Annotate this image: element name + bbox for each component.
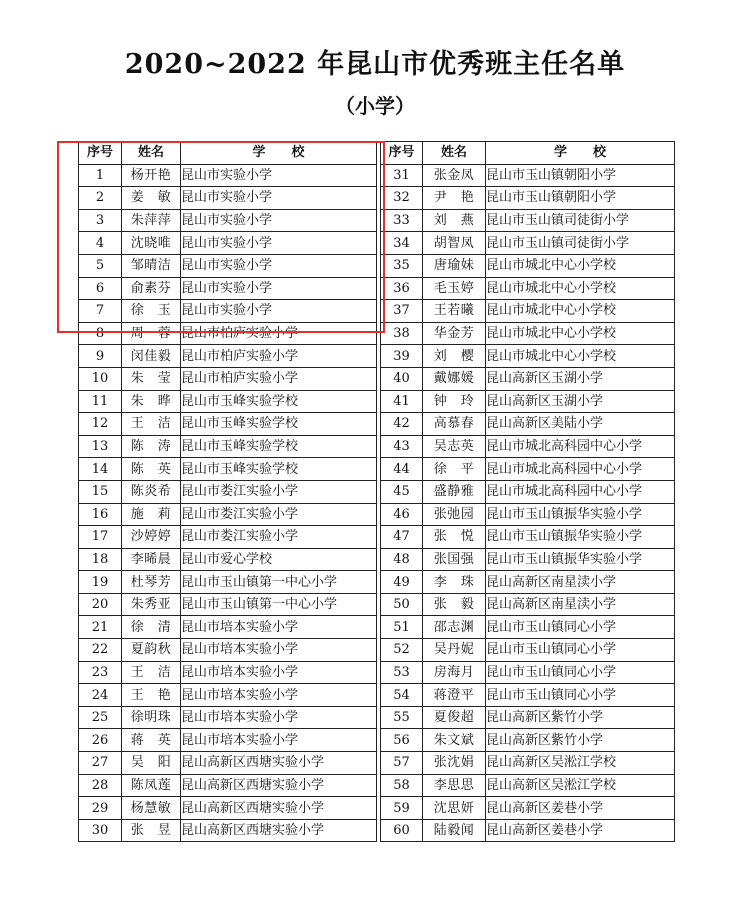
- teacher-name: 杨慧敏: [122, 797, 181, 820]
- row-number: 13: [79, 435, 122, 458]
- teacher-name: 胡智凤: [423, 232, 486, 255]
- teacher-name: 张 悦: [423, 526, 486, 549]
- teacher-name: 朱文斌: [423, 729, 486, 752]
- teacher-name: 房海月: [423, 661, 486, 684]
- teacher-name: 陈炎希: [122, 480, 181, 503]
- row-number: 33: [381, 209, 423, 232]
- table-row: [79, 503, 675, 526]
- school-name: 昆山市娄江实验小学: [181, 503, 377, 526]
- school-name: 昆山市柏庐实验小学: [181, 322, 377, 345]
- header-name: 姓名: [423, 142, 486, 165]
- teacher-name: 刘 燕: [423, 209, 486, 232]
- row-number: 37: [381, 300, 423, 323]
- school-name: 昆山市培本实验小学: [181, 616, 377, 639]
- teacher-name: 施 莉: [122, 503, 181, 526]
- teacher-name: 戴娜媛: [423, 367, 486, 390]
- table-header-row: [79, 142, 675, 165]
- school-name: 昆山市实验小学: [181, 187, 377, 210]
- row-number: 16: [79, 503, 122, 526]
- school-name: 昆山市实验小学: [181, 300, 377, 323]
- page-title: 2020~2022 年昆山市优秀班主任名单: [124, 49, 626, 80]
- teacher-name: 徐 清: [122, 616, 181, 639]
- school-name: 昆山市玉山镇同心小学: [486, 684, 675, 707]
- teacher-name: 吴志英: [423, 435, 486, 458]
- table-row: [79, 209, 675, 232]
- teacher-name: 蒋 英: [122, 729, 181, 752]
- teacher-name: 周 蓉: [122, 322, 181, 345]
- row-number: 29: [79, 797, 122, 820]
- school-name: 昆山市培本实验小学: [181, 684, 377, 707]
- school-name: 昆山市培本实验小学: [181, 639, 377, 662]
- table-row: [79, 322, 675, 345]
- header-school: 学 校: [181, 142, 377, 165]
- table-row: [79, 164, 675, 187]
- school-name: 昆山市城北中心小学校: [486, 254, 675, 277]
- row-number: 27: [79, 752, 122, 775]
- row-number: 58: [381, 774, 423, 797]
- teacher-name: 朱秀亚: [122, 593, 181, 616]
- school-name: 昆山市玉峰实验学校: [181, 390, 377, 413]
- school-name: 昆山高新区吴淞江学校: [486, 752, 675, 775]
- row-number: 30: [79, 819, 122, 842]
- row-number: 11: [79, 390, 122, 413]
- teacher-name: 张 毅: [423, 593, 486, 616]
- school-name: 昆山市柏庐实验小学: [181, 345, 377, 368]
- row-number: 2: [79, 187, 122, 210]
- table-row: [79, 616, 675, 639]
- table-row: [79, 797, 675, 820]
- row-number: 32: [381, 187, 423, 210]
- school-name: 昆山市玉山镇同心小学: [486, 661, 675, 684]
- school-name: 昆山市玉山镇朝阳小学: [486, 187, 675, 210]
- school-name: 昆山高新区玉湖小学: [486, 390, 675, 413]
- table-row: [79, 254, 675, 277]
- row-number: 36: [381, 277, 423, 300]
- teacher-name: 夏俊超: [423, 706, 486, 729]
- row-number: 28: [79, 774, 122, 797]
- teacher-name: 李思思: [423, 774, 486, 797]
- row-number: 46: [381, 503, 423, 526]
- row-number: 17: [79, 526, 122, 549]
- teacher-name: 唐瑜妹: [423, 254, 486, 277]
- teacher-name: 陈凤莲: [122, 774, 181, 797]
- row-number: 38: [381, 322, 423, 345]
- school-name: 昆山市玉山镇司徒街小学: [486, 209, 675, 232]
- school-name: 昆山市玉山镇振华实验小学: [486, 526, 675, 549]
- school-name: 昆山市娄江实验小学: [181, 526, 377, 549]
- row-number: 8: [79, 322, 122, 345]
- school-name: 昆山市城北高科园中心小学: [486, 480, 675, 503]
- row-number: 39: [381, 345, 423, 368]
- teacher-name: 陈 涛: [122, 435, 181, 458]
- table-row: [79, 571, 675, 594]
- school-name: 昆山市爱心学校: [181, 548, 377, 571]
- header-no: 序号: [79, 142, 122, 165]
- row-number: 42: [381, 413, 423, 436]
- school-name: 昆山市城北中心小学校: [486, 345, 675, 368]
- teacher-name: 王 洁: [122, 413, 181, 436]
- teacher-name: 盛静雅: [423, 480, 486, 503]
- table-row: [79, 774, 675, 797]
- school-name: 昆山市城北中心小学校: [486, 322, 675, 345]
- row-number: 9: [79, 345, 122, 368]
- teacher-name: 朱 莹: [122, 367, 181, 390]
- teacher-name: 俞素芬: [122, 277, 181, 300]
- row-number: 55: [381, 706, 423, 729]
- school-name: 昆山市培本实验小学: [181, 729, 377, 752]
- table-row: [79, 706, 675, 729]
- row-number: 45: [381, 480, 423, 503]
- table-row: [79, 819, 675, 842]
- table-row: [79, 435, 675, 458]
- table-row: [79, 187, 675, 210]
- row-number: 56: [381, 729, 423, 752]
- school-name: 昆山市实验小学: [181, 277, 377, 300]
- row-number: 52: [381, 639, 423, 662]
- teacher-name: 张国强: [423, 548, 486, 571]
- teacher-name: 闵佳毅: [122, 345, 181, 368]
- header-no: 序号: [381, 142, 423, 165]
- table-row: [79, 232, 675, 255]
- teacher-name: 朱 晔: [122, 390, 181, 413]
- school-name: 昆山市玉山镇第一中心小学: [181, 571, 377, 594]
- table-row: [79, 526, 675, 549]
- teacher-name: 姜 敏: [122, 187, 181, 210]
- school-name: 昆山市玉山镇振华实验小学: [486, 503, 675, 526]
- teacher-name: 王若曦: [423, 300, 486, 323]
- school-name: 昆山市玉山镇同心小学: [486, 616, 675, 639]
- row-number: 21: [79, 616, 122, 639]
- school-name: 昆山市城北高科园中心小学: [486, 458, 675, 481]
- teacher-name: 高慕春: [423, 413, 486, 436]
- table-row: [79, 345, 675, 368]
- row-number: 18: [79, 548, 122, 571]
- school-name: 昆山市培本实验小学: [181, 706, 377, 729]
- teacher-name: 张沈娟: [423, 752, 486, 775]
- school-name: 昆山高新区紫竹小学: [486, 729, 675, 752]
- teacher-name: 沙婷婷: [122, 526, 181, 549]
- school-name: 昆山市玉山镇同心小学: [486, 639, 675, 662]
- row-number: 14: [79, 458, 122, 481]
- school-name: 昆山市实验小学: [181, 232, 377, 255]
- teacher-name: 徐明珠: [122, 706, 181, 729]
- school-name: 昆山高新区南星渎小学: [486, 571, 675, 594]
- school-name: 昆山高新区紫竹小学: [486, 706, 675, 729]
- teacher-name: 华金芳: [423, 322, 486, 345]
- row-number: 43: [381, 435, 423, 458]
- row-number: 24: [79, 684, 122, 707]
- row-number: 7: [79, 300, 122, 323]
- school-name: 昆山高新区美陆小学: [486, 413, 675, 436]
- row-number: 19: [79, 571, 122, 594]
- table-row: [79, 277, 675, 300]
- row-number: 57: [381, 752, 423, 775]
- row-number: 49: [381, 571, 423, 594]
- teacher-name: 夏韵秋: [122, 639, 181, 662]
- row-number: 20: [79, 593, 122, 616]
- teacher-name: 吴 阳: [122, 752, 181, 775]
- row-number: 40: [381, 367, 423, 390]
- teacher-name: 吴丹妮: [423, 639, 486, 662]
- teacher-roster-table: [78, 141, 675, 842]
- row-number: 25: [79, 706, 122, 729]
- school-name: 昆山高新区玉湖小学: [486, 367, 675, 390]
- row-number: 50: [381, 593, 423, 616]
- table-row: [79, 413, 675, 436]
- school-name: 昆山市玉峰实验学校: [181, 435, 377, 458]
- teacher-name: 邵志渊: [423, 616, 486, 639]
- row-number: 22: [79, 639, 122, 662]
- row-number: 59: [381, 797, 423, 820]
- school-name: 昆山市城北高科园中心小学: [486, 435, 675, 458]
- school-name: 昆山市玉山镇振华实验小学: [486, 548, 675, 571]
- table-row: [79, 300, 675, 323]
- table-row: [79, 684, 675, 707]
- school-name: 昆山市实验小学: [181, 209, 377, 232]
- school-name: 昆山高新区西塘实验小学: [181, 819, 377, 842]
- row-number: 35: [381, 254, 423, 277]
- teacher-name: 朱萍萍: [122, 209, 181, 232]
- school-name: 昆山市娄江实验小学: [181, 480, 377, 503]
- teacher-name: 王 艳: [122, 684, 181, 707]
- school-name: 昆山高新区西塘实验小学: [181, 752, 377, 775]
- row-number: 53: [381, 661, 423, 684]
- school-name: 昆山市玉峰实验学校: [181, 458, 377, 481]
- school-name: 昆山市玉山镇司徒街小学: [486, 232, 675, 255]
- school-name: 昆山高新区南星渎小学: [486, 593, 675, 616]
- table-row: [79, 729, 675, 752]
- school-name: 昆山市城北中心小学校: [486, 277, 675, 300]
- table-row: [79, 367, 675, 390]
- teacher-name: 徐 玉: [122, 300, 181, 323]
- teacher-name: 李 珠: [423, 571, 486, 594]
- table-row: [79, 639, 675, 662]
- row-number: 54: [381, 684, 423, 707]
- school-name: 昆山市培本实验小学: [181, 661, 377, 684]
- table-row: [79, 548, 675, 571]
- teacher-name: 陈 英: [122, 458, 181, 481]
- teacher-name: 邹晴洁: [122, 254, 181, 277]
- row-number: 51: [381, 616, 423, 639]
- table-row: [79, 480, 675, 503]
- row-number: 6: [79, 277, 122, 300]
- row-number: 41: [381, 390, 423, 413]
- teacher-name: 蒋澄平: [423, 684, 486, 707]
- school-name: 昆山市城北中心小学校: [486, 300, 675, 323]
- row-number: 23: [79, 661, 122, 684]
- teacher-name: 张金凤: [423, 164, 486, 187]
- row-number: 3: [79, 209, 122, 232]
- row-number: 60: [381, 819, 423, 842]
- row-number: 44: [381, 458, 423, 481]
- table-row: [79, 661, 675, 684]
- school-name: 昆山市实验小学: [181, 254, 377, 277]
- teacher-name: 徐 平: [423, 458, 486, 481]
- school-name: 昆山市玉峰实验学校: [181, 413, 377, 436]
- teacher-name: 陆毅闻: [423, 819, 486, 842]
- teacher-name: 刘 樱: [423, 345, 486, 368]
- header-name: 姓名: [122, 142, 181, 165]
- page-subtitle: （小学）: [335, 94, 415, 118]
- header-school: 学 校: [486, 142, 675, 165]
- teacher-name: 杜琴芳: [122, 571, 181, 594]
- row-number: 26: [79, 729, 122, 752]
- teacher-name: 沈思妍: [423, 797, 486, 820]
- row-number: 15: [79, 480, 122, 503]
- school-name: 昆山高新区姜巷小学: [486, 797, 675, 820]
- teacher-name: 张弛园: [423, 503, 486, 526]
- table-row: [79, 752, 675, 775]
- roster-body: [79, 164, 675, 842]
- row-number: 48: [381, 548, 423, 571]
- row-number: 47: [381, 526, 423, 549]
- teacher-name: 杨开艳: [122, 164, 181, 187]
- teacher-name: 沈晓唯: [122, 232, 181, 255]
- row-number: 34: [381, 232, 423, 255]
- school-name: 昆山高新区西塘实验小学: [181, 797, 377, 820]
- teacher-name: 钟 玲: [423, 390, 486, 413]
- table-row: [79, 593, 675, 616]
- school-name: 昆山高新区吴淞江学校: [486, 774, 675, 797]
- school-name: 昆山市柏庐实验小学: [181, 367, 377, 390]
- row-number: 5: [79, 254, 122, 277]
- row-number: 10: [79, 367, 122, 390]
- teacher-name: 李晞晨: [122, 548, 181, 571]
- row-number: 4: [79, 232, 122, 255]
- teacher-name: 尹 艳: [423, 187, 486, 210]
- row-number: 31: [381, 164, 423, 187]
- row-number: 1: [79, 164, 122, 187]
- school-name: 昆山市玉山镇第一中心小学: [181, 593, 377, 616]
- row-number: 12: [79, 413, 122, 436]
- table-row: [79, 390, 675, 413]
- school-name: 昆山市实验小学: [181, 164, 377, 187]
- school-name: 昆山高新区西塘实验小学: [181, 774, 377, 797]
- school-name: 昆山高新区姜巷小学: [486, 819, 675, 842]
- school-name: 昆山市玉山镇朝阳小学: [486, 164, 675, 187]
- teacher-name: 张 昱: [122, 819, 181, 842]
- table-row: [79, 458, 675, 481]
- teacher-name: 王 洁: [122, 661, 181, 684]
- teacher-name: 毛玉婷: [423, 277, 486, 300]
